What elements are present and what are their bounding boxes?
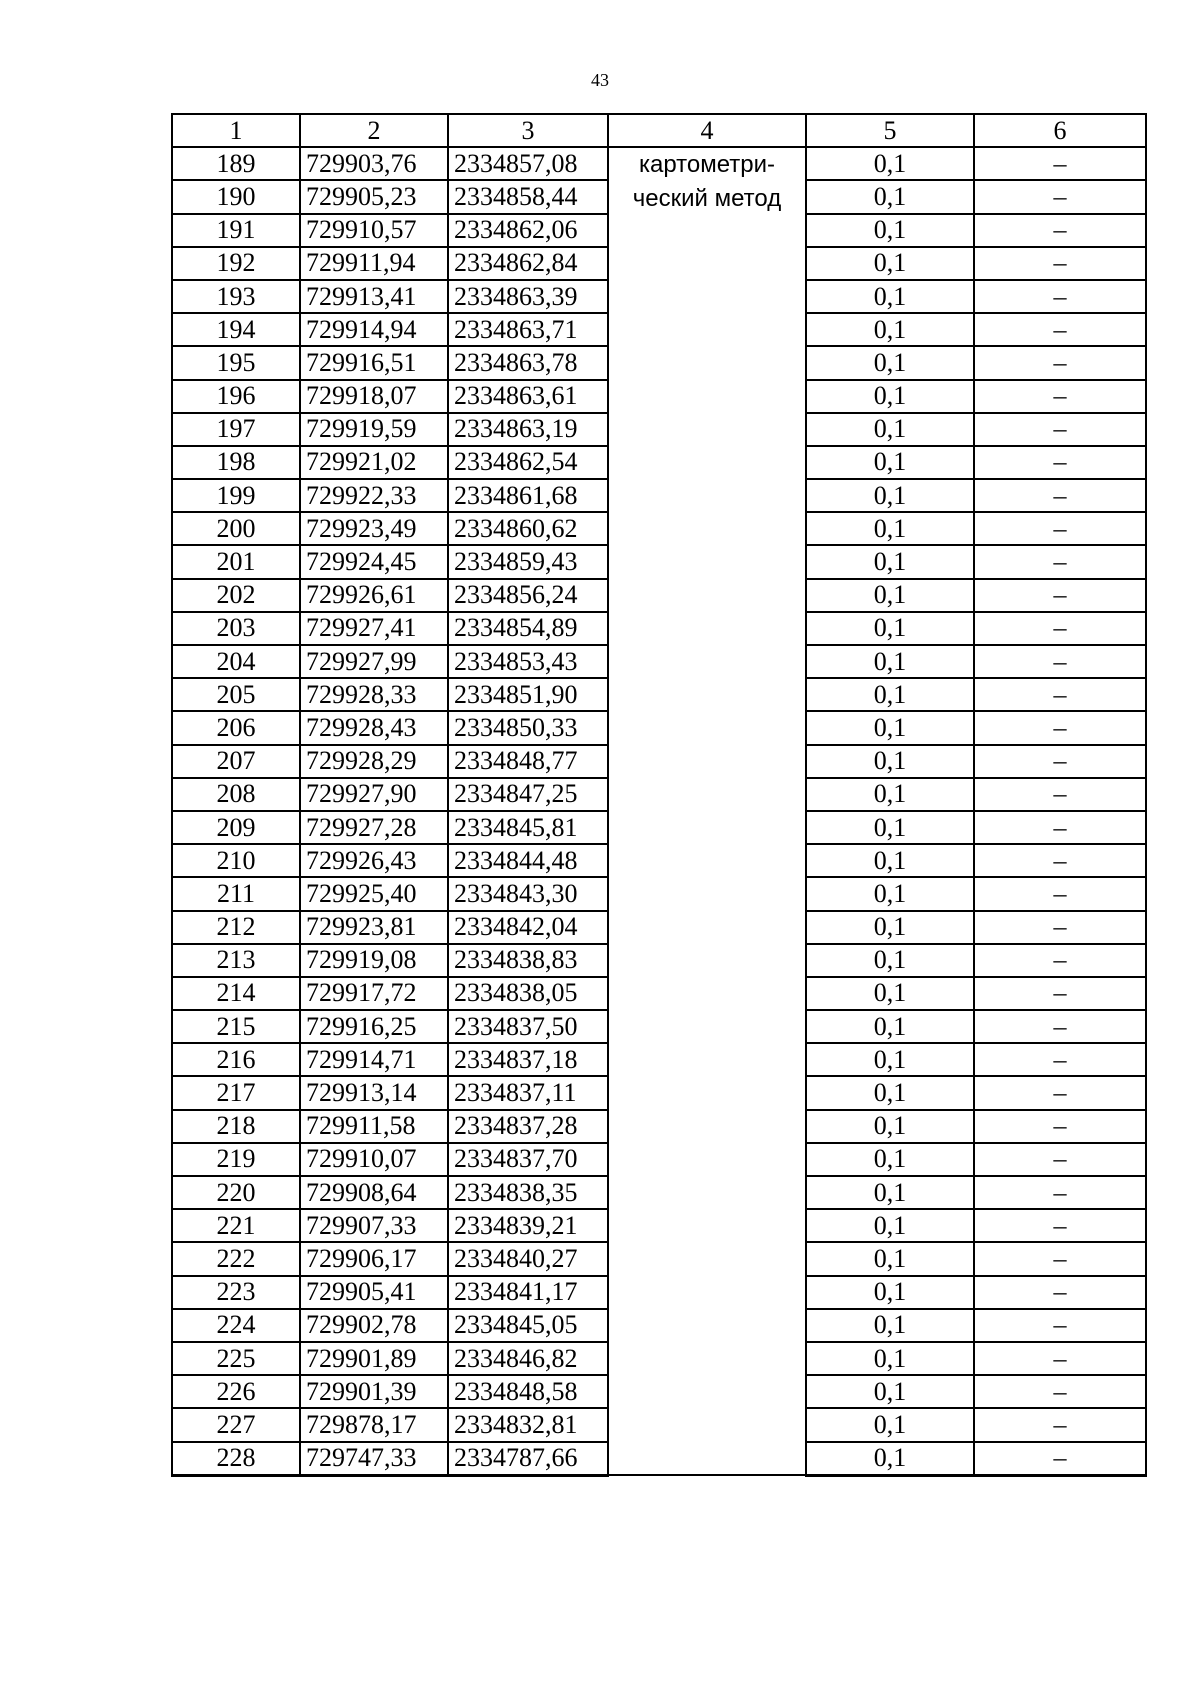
accuracy-cell: 0,1: [806, 1110, 974, 1143]
x-coordinate-cell: 729903,76: [300, 147, 448, 180]
x-coordinate-cell: 729908,64: [300, 1176, 448, 1209]
accuracy-cell: 0,1: [806, 1375, 974, 1408]
x-coordinate-cell: 729927,90: [300, 778, 448, 811]
point-number-cell: 207: [172, 745, 300, 778]
y-coordinate-cell: 2334863,71: [448, 313, 608, 346]
note-cell: –: [974, 346, 1146, 379]
accuracy-cell: 0,1: [806, 180, 974, 213]
note-cell: –: [974, 479, 1146, 512]
note-cell: –: [974, 1276, 1146, 1309]
y-coordinate-cell: 2334845,81: [448, 811, 608, 844]
note-cell: –: [974, 711, 1146, 744]
header-cell: 2: [300, 114, 448, 147]
x-coordinate-cell: 729905,41: [300, 1276, 448, 1309]
x-coordinate-cell: 729910,07: [300, 1143, 448, 1176]
note-cell: –: [974, 579, 1146, 612]
accuracy-cell: 0,1: [806, 1242, 974, 1275]
x-coordinate-cell: 729919,08: [300, 944, 448, 977]
note-cell: –: [974, 1242, 1146, 1275]
note-cell: –: [974, 1408, 1146, 1441]
y-coordinate-cell: 2334841,17: [448, 1276, 608, 1309]
note-cell: –: [974, 446, 1146, 479]
accuracy-cell: 0,1: [806, 1209, 974, 1242]
accuracy-cell: 0,1: [806, 479, 974, 512]
y-coordinate-cell: 2334853,43: [448, 645, 608, 678]
x-coordinate-cell: 729901,89: [300, 1342, 448, 1375]
point-number-cell: 211: [172, 877, 300, 910]
point-number-cell: 224: [172, 1309, 300, 1342]
note-cell: –: [974, 214, 1146, 247]
x-coordinate-cell: 729878,17: [300, 1408, 448, 1441]
x-coordinate-cell: 729927,41: [300, 612, 448, 645]
x-coordinate-cell: 729919,59: [300, 413, 448, 446]
note-cell: –: [974, 778, 1146, 811]
y-coordinate-cell: 2334851,90: [448, 678, 608, 711]
x-coordinate-cell: 729927,28: [300, 811, 448, 844]
coordinates-table: [171, 113, 1147, 1477]
x-coordinate-cell: 729924,45: [300, 545, 448, 578]
y-coordinate-cell: 2334844,48: [448, 844, 608, 877]
note-cell: –: [974, 380, 1146, 413]
point-number-cell: 193: [172, 280, 300, 313]
y-coordinate-cell: 2334837,11: [448, 1076, 608, 1109]
point-number-cell: 200: [172, 512, 300, 545]
note-cell: –: [974, 1010, 1146, 1043]
accuracy-cell: 0,1: [806, 811, 974, 844]
y-coordinate-cell: 2334858,44: [448, 180, 608, 213]
point-number-cell: 223: [172, 1276, 300, 1309]
point-number-cell: 214: [172, 977, 300, 1010]
y-coordinate-cell: 2334847,25: [448, 778, 608, 811]
y-coordinate-cell: 2334839,21: [448, 1209, 608, 1242]
point-number-cell: 226: [172, 1375, 300, 1408]
point-number-cell: 218: [172, 1110, 300, 1143]
point-number-cell: 209: [172, 811, 300, 844]
x-coordinate-cell: 729747,33: [300, 1442, 448, 1476]
header-cell: 6: [974, 114, 1146, 147]
point-number-cell: 189: [172, 147, 300, 180]
x-coordinate-cell: 729927,99: [300, 645, 448, 678]
note-cell: –: [974, 877, 1146, 910]
accuracy-cell: 0,1: [806, 645, 974, 678]
y-coordinate-cell: 2334843,30: [448, 877, 608, 910]
note-cell: –: [974, 247, 1146, 280]
method-cell: [608, 147, 806, 1475]
y-coordinate-cell: 2334838,05: [448, 977, 608, 1010]
note-cell: –: [974, 413, 1146, 446]
point-number-cell: 204: [172, 645, 300, 678]
point-number-cell: 202: [172, 579, 300, 612]
point-number-cell: 210: [172, 844, 300, 877]
x-coordinate-cell: 729917,72: [300, 977, 448, 1010]
x-coordinate-cell: 729907,33: [300, 1209, 448, 1242]
x-coordinate-cell: 729916,25: [300, 1010, 448, 1043]
x-coordinate-cell: 729928,33: [300, 678, 448, 711]
accuracy-cell: 0,1: [806, 247, 974, 280]
y-coordinate-cell: 2334862,54: [448, 446, 608, 479]
point-number-cell: 195: [172, 346, 300, 379]
point-number-cell: 197: [172, 413, 300, 446]
point-number-cell: 192: [172, 247, 300, 280]
accuracy-cell: 0,1: [806, 678, 974, 711]
y-coordinate-cell: 2334787,66: [448, 1442, 608, 1476]
note-cell: –: [974, 180, 1146, 213]
accuracy-cell: 0,1: [806, 147, 974, 180]
point-number-cell: 220: [172, 1176, 300, 1209]
y-coordinate-cell: 2334837,50: [448, 1010, 608, 1043]
point-number-cell: 216: [172, 1043, 300, 1076]
y-coordinate-cell: 2334863,61: [448, 380, 608, 413]
point-number-cell: 225: [172, 1342, 300, 1375]
y-coordinate-cell: 2334861,68: [448, 479, 608, 512]
accuracy-cell: 0,1: [806, 944, 974, 977]
note-cell: –: [974, 1143, 1146, 1176]
accuracy-cell: 0,1: [806, 1076, 974, 1109]
accuracy-cell: 0,1: [806, 1043, 974, 1076]
note-cell: –: [974, 1442, 1146, 1476]
note-cell: –: [974, 1176, 1146, 1209]
x-coordinate-cell: 729916,51: [300, 346, 448, 379]
point-number-cell: 198: [172, 446, 300, 479]
accuracy-cell: 0,1: [806, 1176, 974, 1209]
accuracy-cell: 0,1: [806, 778, 974, 811]
note-cell: –: [974, 147, 1146, 180]
point-number-cell: 222: [172, 1242, 300, 1275]
accuracy-cell: 0,1: [806, 545, 974, 578]
point-number-cell: 203: [172, 612, 300, 645]
note-cell: –: [974, 745, 1146, 778]
y-coordinate-cell: 2334837,18: [448, 1043, 608, 1076]
x-coordinate-cell: 729914,94: [300, 313, 448, 346]
header-row: [172, 114, 1146, 147]
x-coordinate-cell: 729923,49: [300, 512, 448, 545]
note-cell: –: [974, 1342, 1146, 1375]
y-coordinate-cell: 2334838,35: [448, 1176, 608, 1209]
header-cell: 4: [608, 114, 806, 147]
point-number-cell: 212: [172, 911, 300, 944]
x-coordinate-cell: 729928,29: [300, 745, 448, 778]
point-number-cell: 194: [172, 313, 300, 346]
point-number-cell: 205: [172, 678, 300, 711]
accuracy-cell: 0,1: [806, 413, 974, 446]
y-coordinate-cell: 2334848,58: [448, 1375, 608, 1408]
note-cell: –: [974, 1043, 1146, 1076]
y-coordinate-cell: 2334846,82: [448, 1342, 608, 1375]
x-coordinate-cell: 729905,23: [300, 180, 448, 213]
note-cell: –: [974, 280, 1146, 313]
x-coordinate-cell: 729928,43: [300, 711, 448, 744]
header-cell: 1: [172, 114, 300, 147]
note-cell: –: [974, 1209, 1146, 1242]
accuracy-cell: 0,1: [806, 380, 974, 413]
accuracy-cell: 0,1: [806, 313, 974, 346]
y-coordinate-cell: 2334845,05: [448, 1309, 608, 1342]
accuracy-cell: 0,1: [806, 1442, 974, 1476]
y-coordinate-cell: 2334840,27: [448, 1242, 608, 1275]
accuracy-cell: 0,1: [806, 1342, 974, 1375]
table-body: [172, 114, 1146, 1475]
accuracy-cell: 0,1: [806, 446, 974, 479]
accuracy-cell: 0,1: [806, 745, 974, 778]
y-coordinate-cell: 2334857,08: [448, 147, 608, 180]
note-cell: –: [974, 844, 1146, 877]
x-coordinate-cell: 729901,39: [300, 1375, 448, 1408]
y-coordinate-cell: 2334863,39: [448, 280, 608, 313]
method-line: ческий метод: [632, 185, 782, 213]
accuracy-cell: 0,1: [806, 977, 974, 1010]
note-cell: –: [974, 911, 1146, 944]
accuracy-cell: 0,1: [806, 1143, 974, 1176]
y-coordinate-cell: 2334860,62: [448, 512, 608, 545]
accuracy-cell: 0,1: [806, 612, 974, 645]
point-number-cell: 215: [172, 1010, 300, 1043]
y-coordinate-cell: 2334832,81: [448, 1408, 608, 1441]
note-cell: –: [974, 645, 1146, 678]
accuracy-cell: 0,1: [806, 1010, 974, 1043]
accuracy-cell: 0,1: [806, 1276, 974, 1309]
x-coordinate-cell: 729926,43: [300, 844, 448, 877]
point-number-cell: 213: [172, 944, 300, 977]
note-cell: –: [974, 512, 1146, 545]
point-number-cell: 196: [172, 380, 300, 413]
accuracy-cell: 0,1: [806, 911, 974, 944]
accuracy-cell: 0,1: [806, 877, 974, 910]
accuracy-cell: 0,1: [806, 512, 974, 545]
accuracy-cell: 0,1: [806, 1408, 974, 1441]
y-coordinate-cell: 2334862,06: [448, 214, 608, 247]
note-cell: –: [974, 1309, 1146, 1342]
point-number-cell: 208: [172, 778, 300, 811]
header-cell: 5: [806, 114, 974, 147]
point-number-cell: 201: [172, 545, 300, 578]
x-coordinate-cell: 729914,71: [300, 1043, 448, 1076]
note-cell: –: [974, 1375, 1146, 1408]
point-number-cell: 190: [172, 180, 300, 213]
y-coordinate-cell: 2334838,83: [448, 944, 608, 977]
note-cell: –: [974, 1110, 1146, 1143]
point-number-cell: 221: [172, 1209, 300, 1242]
x-coordinate-cell: 729913,14: [300, 1076, 448, 1109]
x-coordinate-cell: 729906,17: [300, 1242, 448, 1275]
y-coordinate-cell: 2334859,43: [448, 545, 608, 578]
y-coordinate-cell: 2334850,33: [448, 711, 608, 744]
x-coordinate-cell: 729911,94: [300, 247, 448, 280]
note-cell: –: [974, 811, 1146, 844]
point-number-cell: 228: [172, 1442, 300, 1476]
accuracy-cell: 0,1: [806, 711, 974, 744]
page-number: 43: [591, 70, 609, 90]
accuracy-cell: 0,1: [806, 346, 974, 379]
accuracy-cell: 0,1: [806, 579, 974, 612]
y-coordinate-cell: 2334856,24: [448, 579, 608, 612]
y-coordinate-cell: 2334854,89: [448, 612, 608, 645]
x-coordinate-cell: 729911,58: [300, 1110, 448, 1143]
method-line: картометри-: [638, 151, 776, 179]
table-row: [172, 147, 1146, 180]
x-coordinate-cell: 729902,78: [300, 1309, 448, 1342]
point-number-cell: 217: [172, 1076, 300, 1109]
y-coordinate-cell: 2334848,77: [448, 745, 608, 778]
x-coordinate-cell: 729926,61: [300, 579, 448, 612]
y-coordinate-cell: 2334862,84: [448, 247, 608, 280]
y-coordinate-cell: 2334842,04: [448, 911, 608, 944]
x-coordinate-cell: 729921,02: [300, 446, 448, 479]
note-cell: –: [974, 545, 1146, 578]
x-coordinate-cell: 729922,33: [300, 479, 448, 512]
point-number-cell: 219: [172, 1143, 300, 1176]
accuracy-cell: 0,1: [806, 1309, 974, 1342]
accuracy-cell: 0,1: [806, 844, 974, 877]
point-number-cell: 191: [172, 214, 300, 247]
note-cell: –: [974, 1076, 1146, 1109]
y-coordinate-cell: 2334863,19: [448, 413, 608, 446]
note-cell: –: [974, 944, 1146, 977]
x-coordinate-cell: 729913,41: [300, 280, 448, 313]
note-cell: –: [974, 977, 1146, 1010]
x-coordinate-cell: 729910,57: [300, 214, 448, 247]
y-coordinate-cell: 2334863,78: [448, 346, 608, 379]
accuracy-cell: 0,1: [806, 214, 974, 247]
x-coordinate-cell: 729925,40: [300, 877, 448, 910]
y-coordinate-cell: 2334837,28: [448, 1110, 608, 1143]
y-coordinate-cell: 2334837,70: [448, 1143, 608, 1176]
point-number-cell: 227: [172, 1408, 300, 1441]
note-cell: –: [974, 612, 1146, 645]
header-cell: 3: [448, 114, 608, 147]
x-coordinate-cell: 729923,81: [300, 911, 448, 944]
point-number-cell: 206: [172, 711, 300, 744]
x-coordinate-cell: 729918,07: [300, 380, 448, 413]
point-number-cell: 199: [172, 479, 300, 512]
note-cell: –: [974, 313, 1146, 346]
note-cell: –: [974, 678, 1146, 711]
accuracy-cell: 0,1: [806, 280, 974, 313]
